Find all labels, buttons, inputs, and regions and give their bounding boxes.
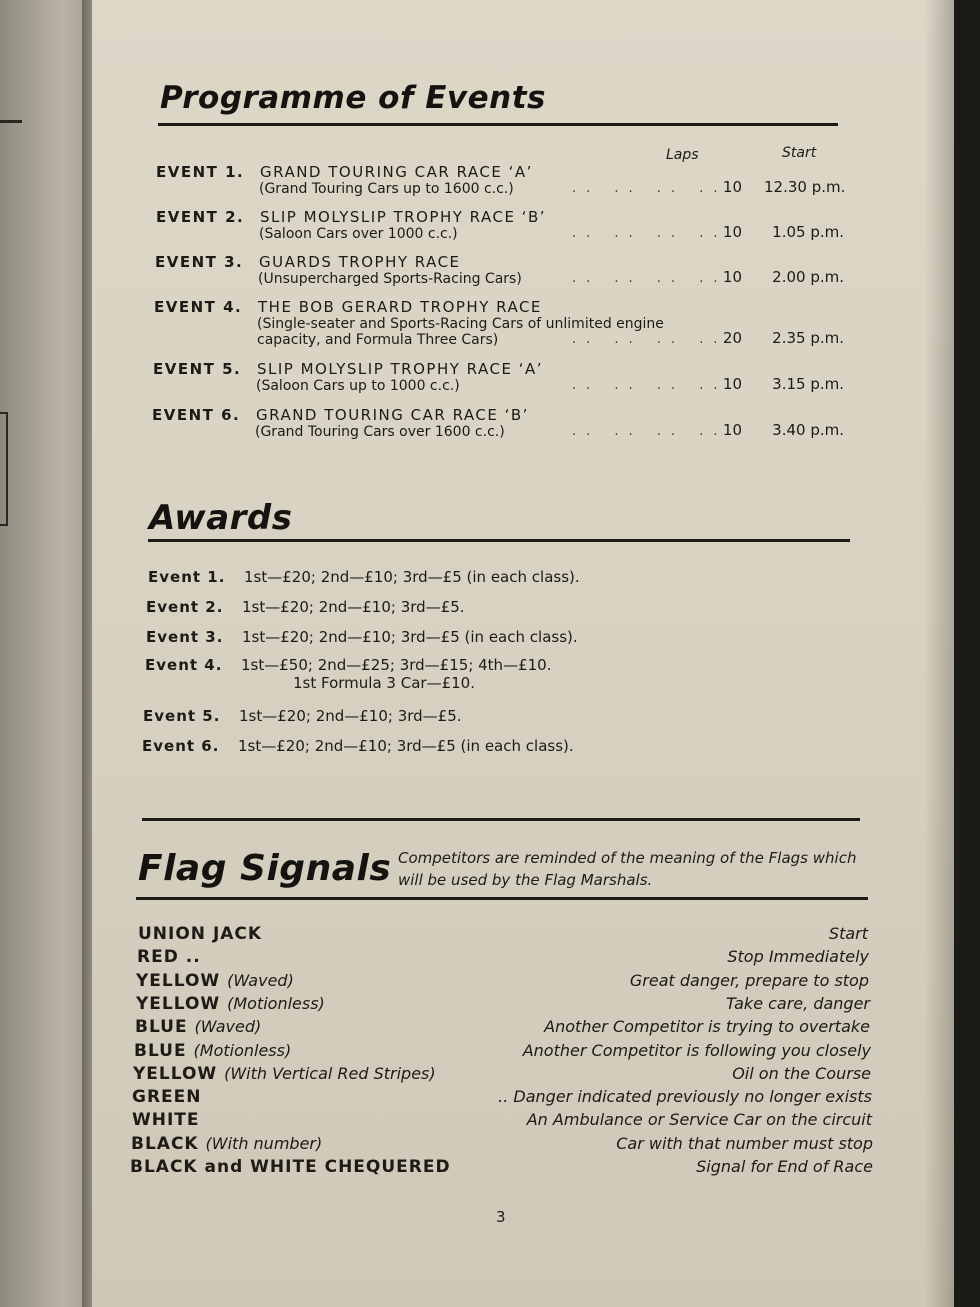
event-description: (Saloon Cars up to 1000 c.c.): [256, 378, 460, 394]
flag-name: YELLOW (With Vertical Red Stripes): [133, 1064, 436, 1084]
leader-dots: .. .. .. ..: [572, 271, 728, 286]
event-title: THE BOB GERARD TROPHY RACE: [258, 298, 542, 316]
facing-page-rule: [0, 120, 22, 123]
event-number: EVENT 3.: [155, 253, 244, 271]
flags-intro: Competitors are reminded of the meaning of the Flags which will be used by the Flag Marshals.: [398, 849, 857, 889]
event-laps: 10: [722, 421, 742, 439]
flag-name: BLACK (With number): [131, 1134, 323, 1154]
award-prizes: 1st—£20; 2nd—£10; 3rd—£5 (in each class).: [244, 568, 580, 586]
awards-heading: Awards: [149, 498, 293, 538]
award-event-label: Event 1.: [148, 568, 226, 586]
flag-meaning: Oil on the Course: [732, 1064, 871, 1083]
event-number: EVENT 2.: [156, 208, 245, 226]
flag-qualifier: (Waved): [194, 1017, 262, 1036]
flag-name: WHITE: [132, 1110, 200, 1130]
event-title: GRAND TOURING CAR RACE ‘B’: [256, 406, 529, 424]
flag-name: YELLOW (Motionless): [136, 994, 325, 1014]
award-event-label: Event 5.: [143, 707, 221, 725]
leader-dots: .. .. .. ..: [572, 332, 728, 347]
event-description: (Grand Touring Cars up to 1600 c.c.): [259, 181, 514, 197]
event-laps: 10: [722, 223, 742, 241]
leader-dots: .. .. .. ..: [572, 424, 728, 439]
event-laps: 10: [722, 375, 742, 393]
flag-qualifier: (Waved): [227, 971, 294, 990]
programme-heading: Programme of Events: [160, 80, 546, 116]
flag-meaning: Stop Immediately: [727, 947, 869, 966]
flag-qualifier: (Motionless): [193, 1041, 292, 1060]
programme-heading-rule: [158, 123, 838, 126]
award-prizes: 1st—£20; 2nd—£10; 3rd—£5.: [242, 598, 465, 616]
event-number: EVENT 5.: [153, 360, 242, 378]
event-laps: 10: [722, 268, 742, 286]
awards-heading-rule: [148, 539, 850, 542]
event-start-time: 2.35 p.m.: [772, 329, 844, 347]
facing-page-box: [0, 412, 8, 526]
award-prizes: 1st—£50; 2nd—£25; 3rd—£15; 4th—£10.: [241, 656, 552, 674]
event-description: (Single-seater and Sports-Racing Cars of unlimited engine: [257, 316, 664, 332]
flag-meaning: .. Danger indicated previously no longer exists: [498, 1087, 872, 1106]
programme-page: [92, 0, 954, 1307]
event-start-time: 1.05 p.m.: [772, 223, 844, 241]
leader-dots: .. .. .. ..: [572, 378, 728, 393]
award-prizes: 1st—£20; 2nd—£10; 3rd—£5 (in each class).: [238, 737, 574, 755]
event-description: (Saloon Cars over 1000 c.c.): [259, 226, 458, 242]
flag-meaning: An Ambulance or Service Car on the circuit: [526, 1110, 872, 1129]
event-start-time: 12.30 p.m.: [764, 178, 846, 196]
start-column-header: Start: [782, 145, 817, 161]
flag-name: GREEN: [132, 1087, 202, 1107]
event-laps: 10: [722, 178, 742, 196]
page-number: 3: [496, 1208, 506, 1226]
flag-meaning: Another Competitor is trying to overtake: [544, 1017, 870, 1036]
flag-name: BLUE (Motionless): [134, 1041, 292, 1061]
award-event-label: Event 3.: [146, 628, 224, 646]
flag-name: UNION JACK: [138, 924, 263, 944]
award-event-label: Event 2.: [146, 598, 224, 616]
flag-name: BLACK and WHITE CHEQUERED: [130, 1157, 451, 1177]
flag-meaning: Take care, danger: [726, 994, 870, 1013]
flag-meaning: Start: [828, 924, 868, 943]
flag-section-rule: [142, 818, 860, 821]
flag-meaning: Car with that number must stop: [616, 1134, 873, 1153]
flag-name: BLUE (Waved): [135, 1017, 262, 1037]
flag-meaning: Signal for End of Race: [696, 1157, 873, 1176]
award-event-label: Event 6.: [142, 737, 220, 755]
event-start-time: 3.40 p.m.: [772, 421, 844, 439]
facing-page: [0, 0, 88, 1307]
event-number: EVENT 6.: [152, 406, 241, 424]
leader-dots: .. .. .. ..: [572, 226, 728, 241]
event-number: EVENT 4.: [154, 298, 243, 316]
event-description-cont: capacity, and Formula Three Cars): [257, 332, 499, 348]
laps-column-header: Laps: [666, 147, 699, 163]
event-laps: 20: [722, 329, 742, 347]
flag-name: RED ..: [137, 947, 201, 967]
event-title: GUARDS TROPHY RACE: [259, 253, 461, 271]
flag-qualifier: (With number): [205, 1134, 323, 1153]
award-prizes-extra: 1st Formula 3 Car—£10.: [293, 674, 475, 692]
event-title: SLIP MOLYSLIP TROPHY RACE ‘A’: [257, 360, 543, 378]
flag-qualifier: (With Vertical Red Stripes): [224, 1064, 436, 1083]
event-number: EVENT 1.: [156, 163, 245, 181]
event-title: GRAND TOURING CAR RACE ‘A’: [260, 163, 533, 181]
flag-meaning: Great danger, prepare to stop: [629, 971, 869, 990]
award-event-label: Event 4.: [145, 656, 223, 674]
leader-dots: .. .. .. ..: [572, 181, 728, 196]
event-start-time: 3.15 p.m.: [772, 375, 844, 393]
flag-qualifier: (Motionless): [227, 994, 325, 1013]
award-prizes: 1st—£20; 2nd—£10; 3rd—£5 (in each class).: [242, 628, 578, 646]
event-start-time: 2.00 p.m.: [772, 268, 844, 286]
flag-name: YELLOW (Waved): [136, 971, 294, 991]
award-prizes: 1st—£20; 2nd—£10; 3rd—£5.: [239, 707, 462, 725]
event-title: SLIP MOLYSLIP TROPHY RACE ‘B’: [260, 208, 547, 226]
flags-heading-rule: [136, 897, 868, 900]
flags-heading: Flag Signals: [138, 848, 392, 889]
event-description: (Unsupercharged Sports-Racing Cars): [258, 271, 522, 287]
flag-meaning: Another Competitor is following you closely: [522, 1041, 871, 1060]
event-description: (Grand Touring Cars over 1600 c.c.): [255, 424, 505, 440]
